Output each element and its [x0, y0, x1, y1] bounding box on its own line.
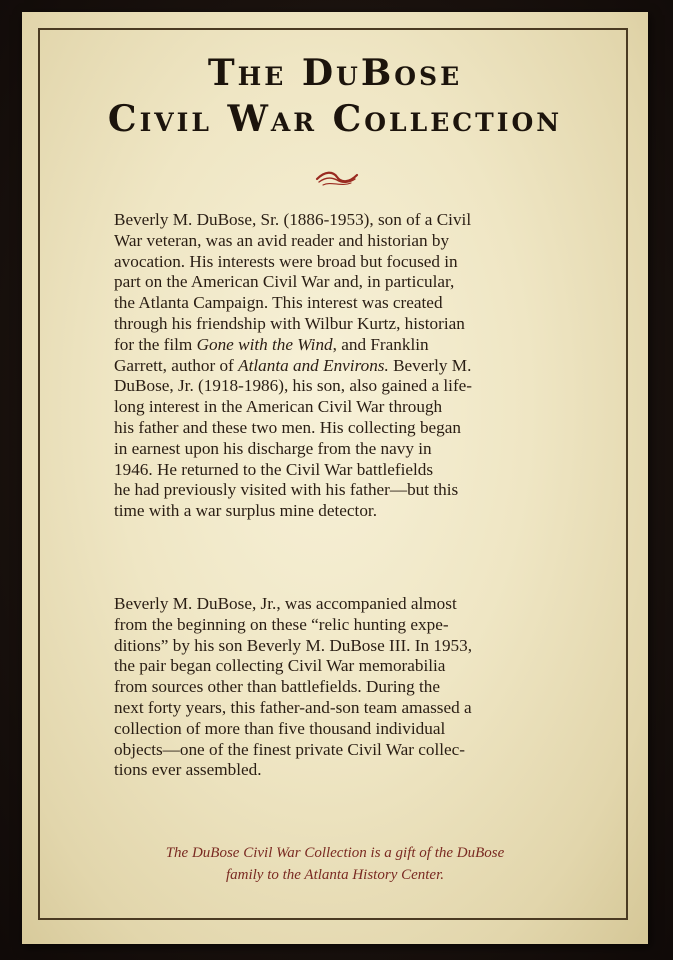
paragraph-2-line: objects—one of the finest private Civil War collec-	[114, 739, 466, 759]
paragraph-1-line	[114, 335, 564, 356]
text-segment: part on the American Civil War and, in particular,	[114, 272, 455, 292]
text-segment: avocation. His interests were broad but focused in	[114, 251, 458, 271]
paragraph-1-line	[114, 460, 564, 481]
text-segment: the Atlanta Campaign. This interest was created	[114, 293, 443, 313]
work-title: Atlanta and Environs.	[238, 355, 389, 375]
title-line-2: Civil War Collection	[107, 98, 563, 140]
history-paragraph-2	[114, 594, 564, 781]
paragraph-1-line	[114, 210, 564, 231]
paragraph-2-line: ditions” by his son Beverly M. DuBose III. In 1953,	[114, 635, 473, 655]
paragraph-1-line	[114, 356, 564, 377]
paragraph-1-line	[114, 418, 564, 439]
text-segment: long interest in the American Civil War through	[114, 397, 443, 417]
paragraph-1-line	[114, 376, 564, 397]
text-segment: DuBose, Jr. (1918-1986), his son, also gained a life-	[114, 376, 473, 396]
paragraph-2-line: from the beginning on these “relic hunting expe-	[114, 614, 449, 634]
paragraph-1-line	[114, 272, 564, 293]
paragraph-1-line	[114, 314, 564, 335]
placard	[22, 12, 648, 944]
text-segment: for the film	[114, 334, 197, 354]
text-segment: Beverly M.	[388, 355, 472, 375]
text-segment: in earnest upon his discharge from the navy in	[114, 438, 432, 458]
paragraph-2-line: next forty years, this father-and-son team amassed a	[114, 697, 472, 717]
text-segment: , and Franklin	[332, 334, 429, 354]
paragraph-1-line	[114, 480, 564, 501]
paragraph-2-line: from sources other than battlefields. During the	[114, 677, 440, 697]
text-segment: time with a war surplus mine detector.	[114, 501, 377, 521]
ornament-flourish-icon	[313, 168, 361, 190]
text-segment: 1946. He returned to the Civil War battlefields	[114, 459, 434, 479]
paragraph-1-line	[114, 439, 564, 460]
paragraph-2-line: the pair began collecting Civil War memorabilia	[114, 656, 446, 676]
paragraph-2-line: tions ever assembled.	[114, 760, 262, 780]
history-paragraph-1	[114, 210, 564, 522]
text-segment: War veteran, was an avid reader and historian by	[114, 230, 450, 250]
text-segment: he had previously visited with his father—but this	[114, 480, 459, 500]
credit-line-1: The DuBose Civil War Collection is a gift of the DuBose	[165, 845, 505, 861]
paragraph-2-line: Beverly M. DuBose, Jr., was accompanied almost	[114, 594, 457, 613]
paragraph-1-line	[114, 501, 564, 522]
paragraph-2-line: collection of more than five thousand individual	[114, 718, 446, 738]
paragraph-1-line	[114, 293, 564, 314]
text-segment: his father and these two men. His collecting began	[114, 417, 461, 437]
text-segment: Beverly M. DuBose, Sr. (1886-1953), son of a Civil	[114, 210, 472, 229]
text-segment: Garrett, author of	[114, 355, 239, 375]
paragraph-1-line	[114, 397, 564, 418]
work-title: Gone with the Wind	[196, 334, 333, 354]
paragraph-1-line	[114, 231, 564, 252]
paragraph-1-line	[114, 252, 564, 273]
title-line-1: The DuBose	[207, 52, 463, 94]
text-segment: through his friendship with Wilbur Kurtz, historian	[114, 313, 465, 333]
donor-credit	[82, 842, 588, 886]
credit-line-2: family to the Atlanta History Center.	[225, 867, 445, 883]
